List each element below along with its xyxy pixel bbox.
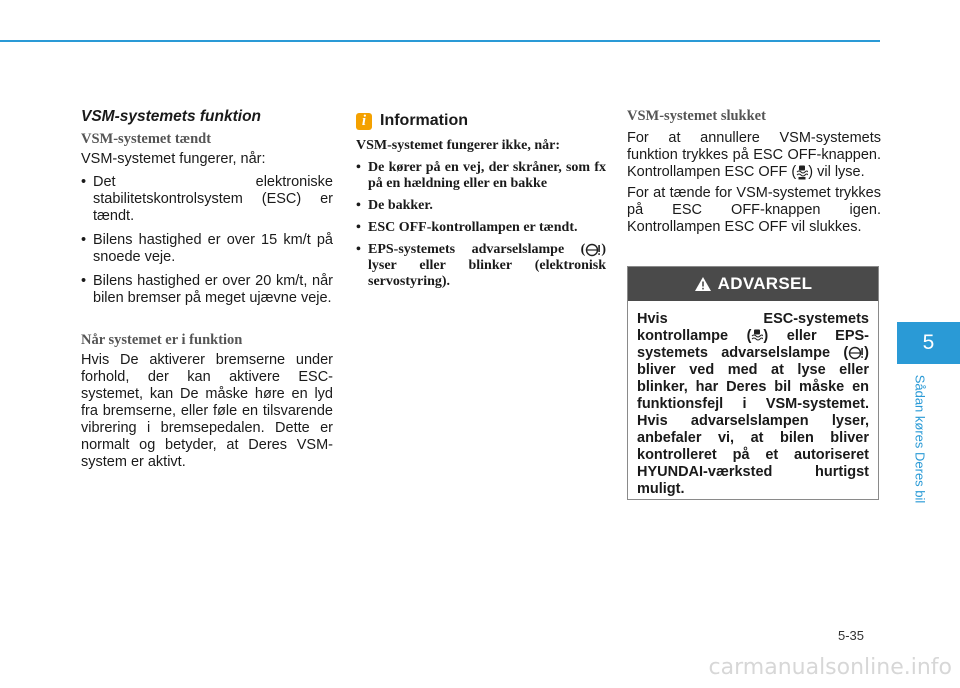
eps-text-pre: EPS-systemets advarselslampe ( [368, 242, 586, 257]
vsm-on-list [81, 174, 333, 307]
information-header [356, 112, 606, 130]
esc-off-car-icon [796, 165, 808, 180]
chapter-title-text: Sådan køres Deres bil [912, 374, 928, 504]
eps-steering-warning-icon [585, 243, 601, 257]
column-vsm-function [81, 108, 333, 471]
chapter-tab: 5 [897, 322, 960, 364]
list-item: • De kører på en vej, der skråner, som fx på en hældning eller en bakke [356, 160, 606, 192]
vsm-off-text-post: ) vil lyse. [808, 164, 865, 180]
warning-text [628, 301, 878, 498]
subheading-vsm-off: VSM-systemet slukket [627, 108, 766, 124]
footer-watermark: carmanualsonline.info [708, 655, 952, 680]
list-item: • Det elektroniske stabilitetskontrolsystem (ESC) er tændt. [81, 174, 333, 225]
vsm-off-text-2: For at tænde for VSM-systemet trykkes på ESC OFF-knappen igen. Kontrollampen ESC OFF vil slukkes. [627, 185, 881, 235]
subheading-vsm-on: VSM-systemet tændt [81, 131, 212, 147]
list-item: • ESC OFF-kontrollampen er tændt. [356, 220, 606, 236]
warning-label: ADVARSEL [717, 274, 813, 293]
esc-off-car-icon [751, 329, 763, 344]
eps-text-post: ) lyser eller blinker (elektronisk servostyring). [368, 242, 606, 289]
chapter-title [910, 364, 930, 514]
subheading-in-operation: Når systemet er i funktion [81, 332, 243, 348]
list-item: • Bilens hastighed er over 15 km/t på snoede veje. [81, 232, 333, 266]
warning-text-3: ) bliver ved med at lyse eller blinker, har Deres bil måske en funktionsfejl i VSM-systemet. Hvis advarselslampen lyser, anbefaler vi, at bilen bliver kontrolleret på et autoriseret HYUNDAI-værksted hurtigst muligt. [637, 345, 869, 497]
information-box [356, 112, 606, 296]
section-title: VSM-systemets funktion [81, 108, 262, 125]
warning-text-1: Hvis ESC-systemets kontrollampe ( [637, 311, 869, 344]
page-number: 5-35 [838, 628, 865, 643]
list-item [356, 242, 606, 290]
in-operation-text: Hvis De aktiverer bremserne under forhold, der kan aktivere ESC-systemet, kan De måske høre en lyd fra bremserne, eller føle en tilsvarende vibrering i bremsepedalen. Dette er normalt og betyder, at Deres VSM-system er aktivt. [81, 352, 333, 470]
eps-steering-warning-icon [848, 346, 864, 360]
list-item: • Bilens hastighed er over 20 km/t, når bilen bremser på meget ujævne veje. [81, 273, 333, 307]
list-item: • De bakker. [356, 198, 606, 214]
vsm-on-intro: VSM-systemet fungerer, når: [81, 151, 266, 167]
warning-header [628, 267, 878, 301]
top-rule [0, 40, 880, 42]
column-vsm-off [627, 108, 881, 236]
vsm-off-text-1 [627, 130, 881, 181]
info-intro: VSM-systemet fungerer ikke, når: [356, 138, 561, 153]
info-icon: i [356, 113, 372, 130]
info-list [356, 160, 606, 290]
warning-box [627, 266, 879, 500]
warning-text-2: ) eller EPS-systemets advarselslampe ( [637, 328, 869, 361]
warning-triangle-icon [694, 276, 712, 292]
vsm-off-text-pre: For at annullere VSM-systemets funktion trykkes på ESC OFF-knappen. Kontrollampen ESC OFF ( [627, 130, 881, 180]
information-label: Information [380, 112, 468, 129]
